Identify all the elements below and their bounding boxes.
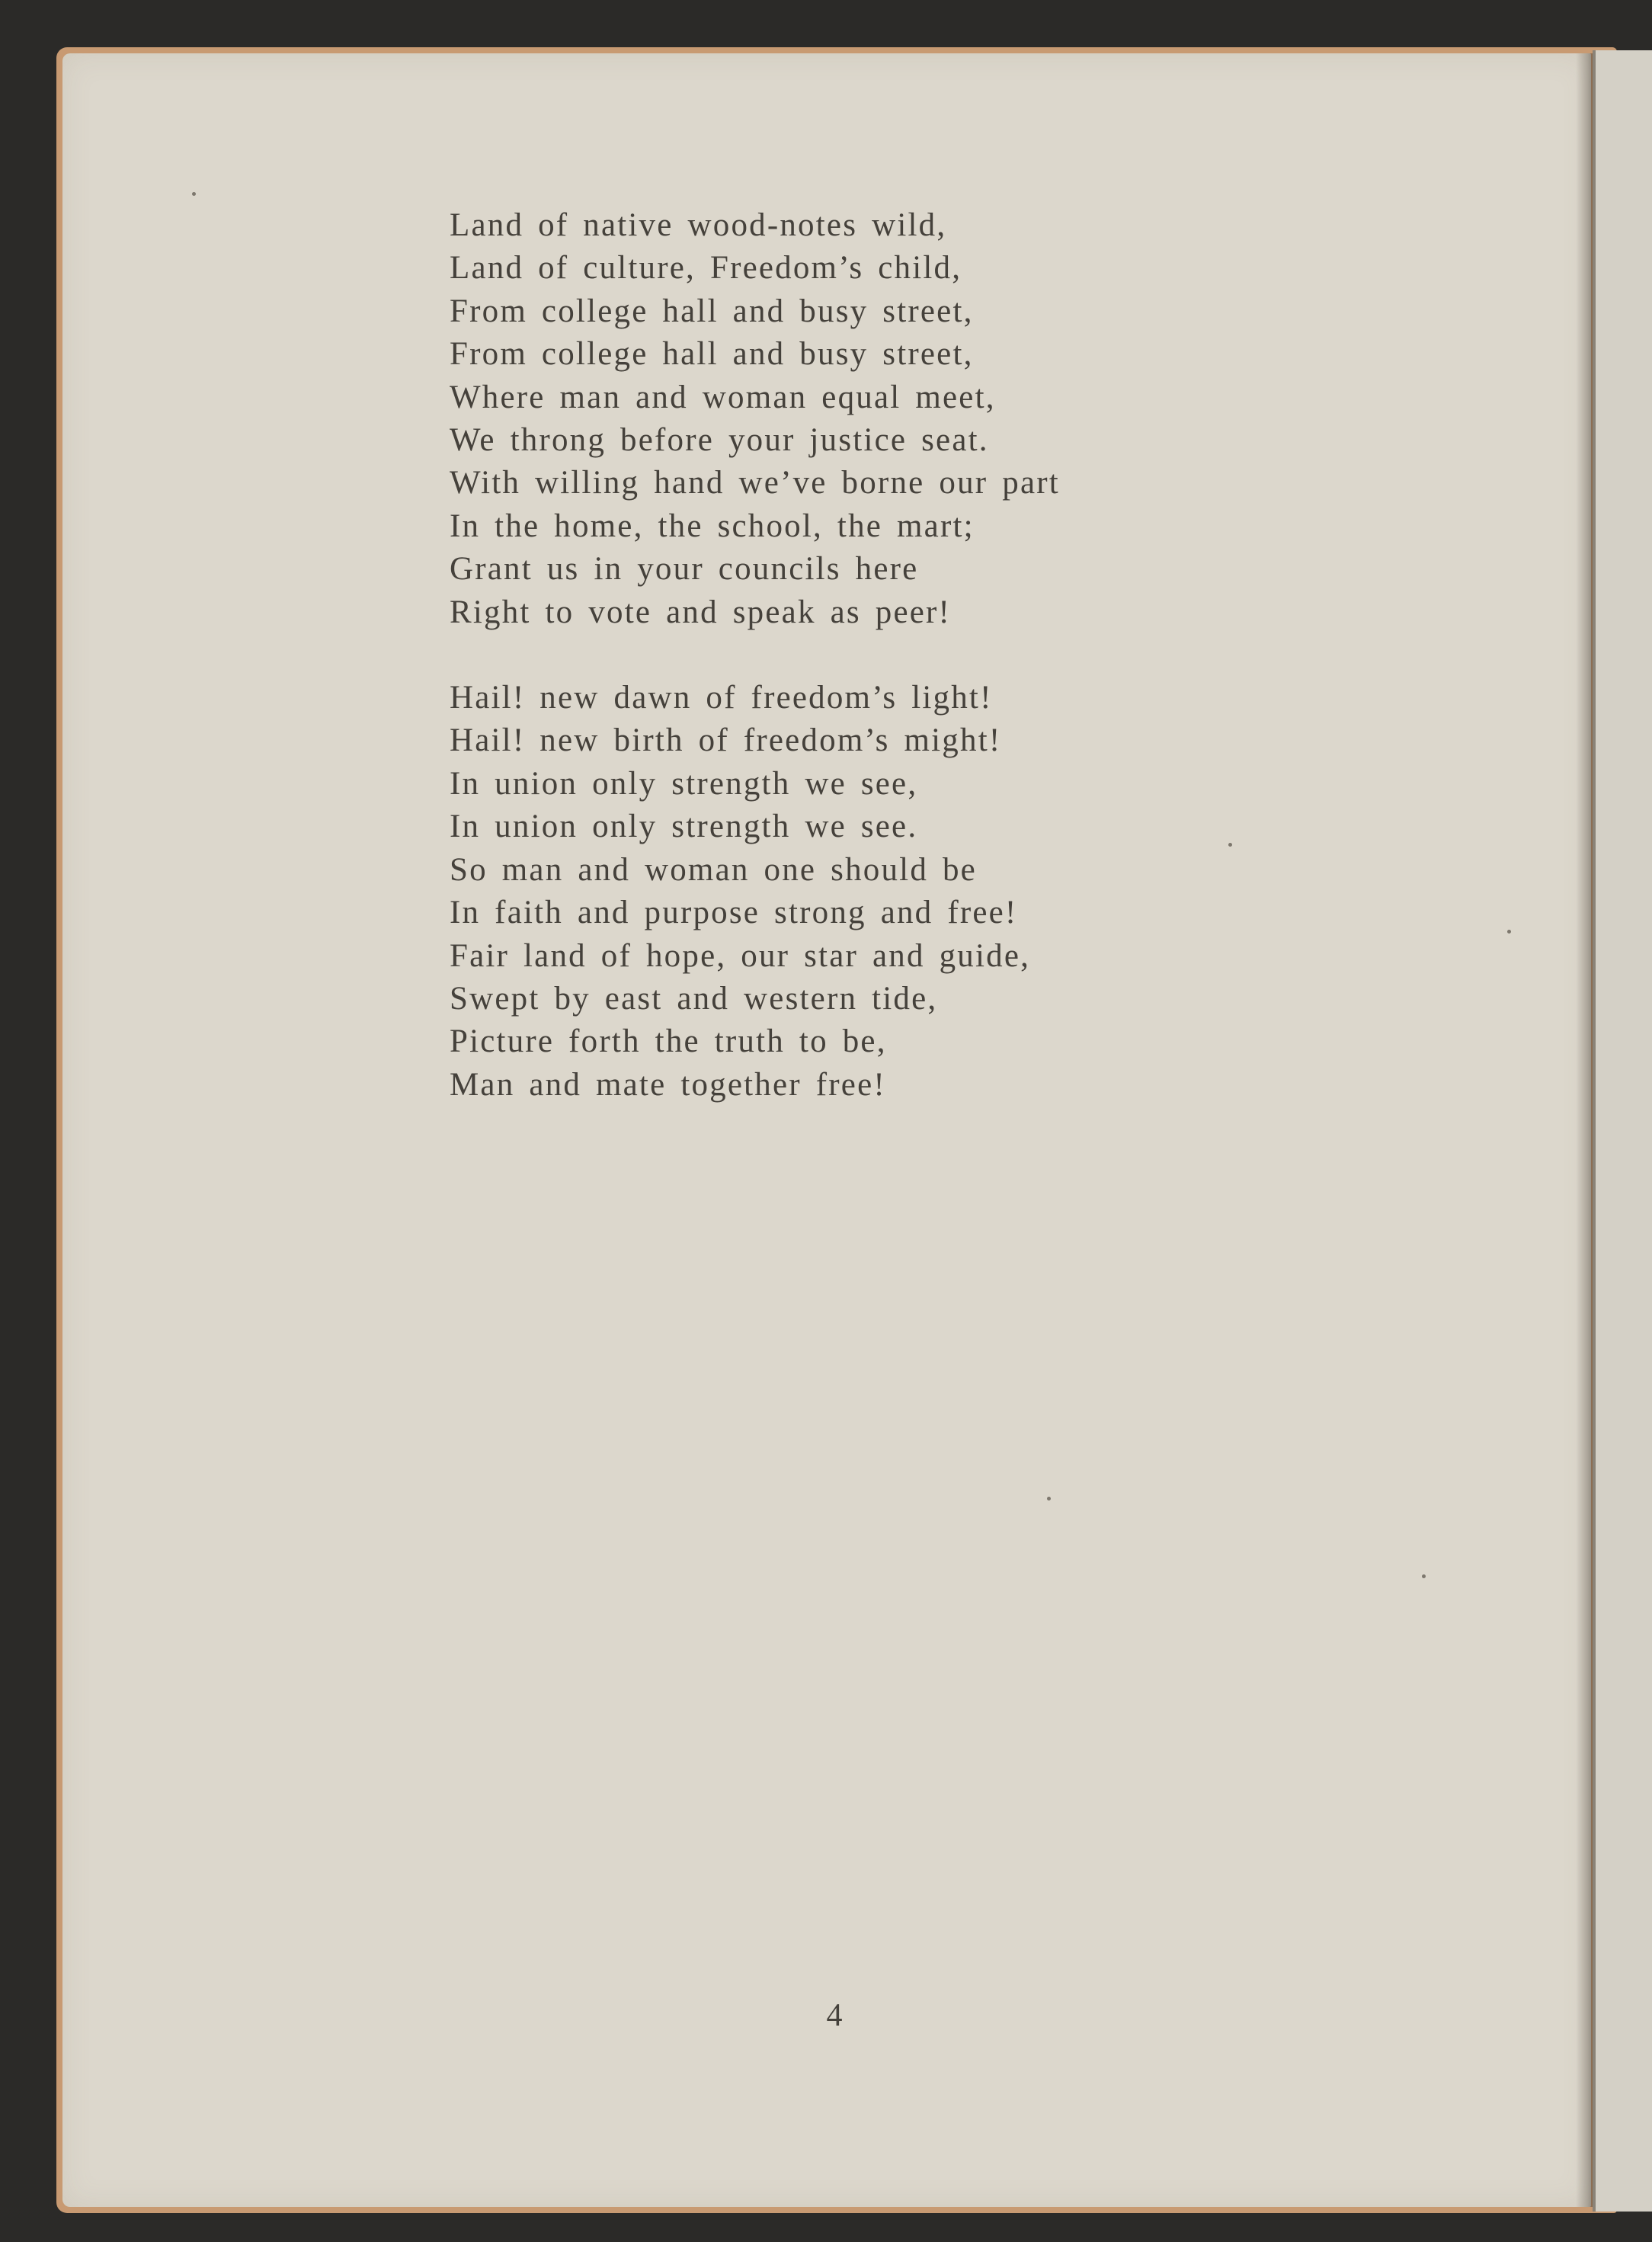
poem-line: Hail! new dawn of freedom’s light! xyxy=(450,680,993,716)
poem-text xyxy=(450,204,1212,1107)
poem-line: Fair land of hope, our star and guide, xyxy=(450,937,1031,974)
paper-speck xyxy=(1507,930,1511,934)
stanza-1 xyxy=(450,204,1212,634)
page-number: 4 xyxy=(826,1998,843,2033)
poem-line: Grant us in your councils here xyxy=(450,551,919,588)
poem-line: Land of culture, Freedom’s child, xyxy=(450,250,962,287)
paper-speck xyxy=(192,192,196,196)
poem-line: From college hall and busy street, xyxy=(450,293,974,329)
poem-line: Hail! new birth of freedom’s might! xyxy=(450,722,1002,759)
poem-line: In union only strength we see. xyxy=(450,809,918,845)
paper-speck xyxy=(1047,1497,1051,1501)
facing-page-edge xyxy=(1596,50,1652,2212)
poem-line: Right to vote and speak as peer! xyxy=(450,594,952,630)
poem-line: Swept by east and western tide, xyxy=(450,980,938,1017)
poem-line: In faith and purpose strong and free! xyxy=(450,895,1018,931)
paper-speck xyxy=(1422,1574,1426,1578)
paper-speck xyxy=(1228,843,1232,847)
poem-line: In union only strength we see, xyxy=(450,765,918,802)
poem-line: Man and mate together free! xyxy=(450,1066,886,1103)
poem-line: Land of native wood-notes wild, xyxy=(450,207,947,243)
poem-line: So man and woman one should be xyxy=(450,851,977,888)
poem-line: In the home, the school, the mart; xyxy=(450,508,975,544)
poem-line: From college hall and busy street, xyxy=(450,336,974,373)
stanza-2 xyxy=(450,677,1212,1107)
poem-line: We throng before your justice seat. xyxy=(450,422,989,459)
poem-line: With willing hand we’ve borne our part xyxy=(450,465,1060,501)
poem-line: Picture forth the truth to be, xyxy=(450,1023,887,1060)
poem-line: Where man and woman equal meet, xyxy=(450,379,996,415)
